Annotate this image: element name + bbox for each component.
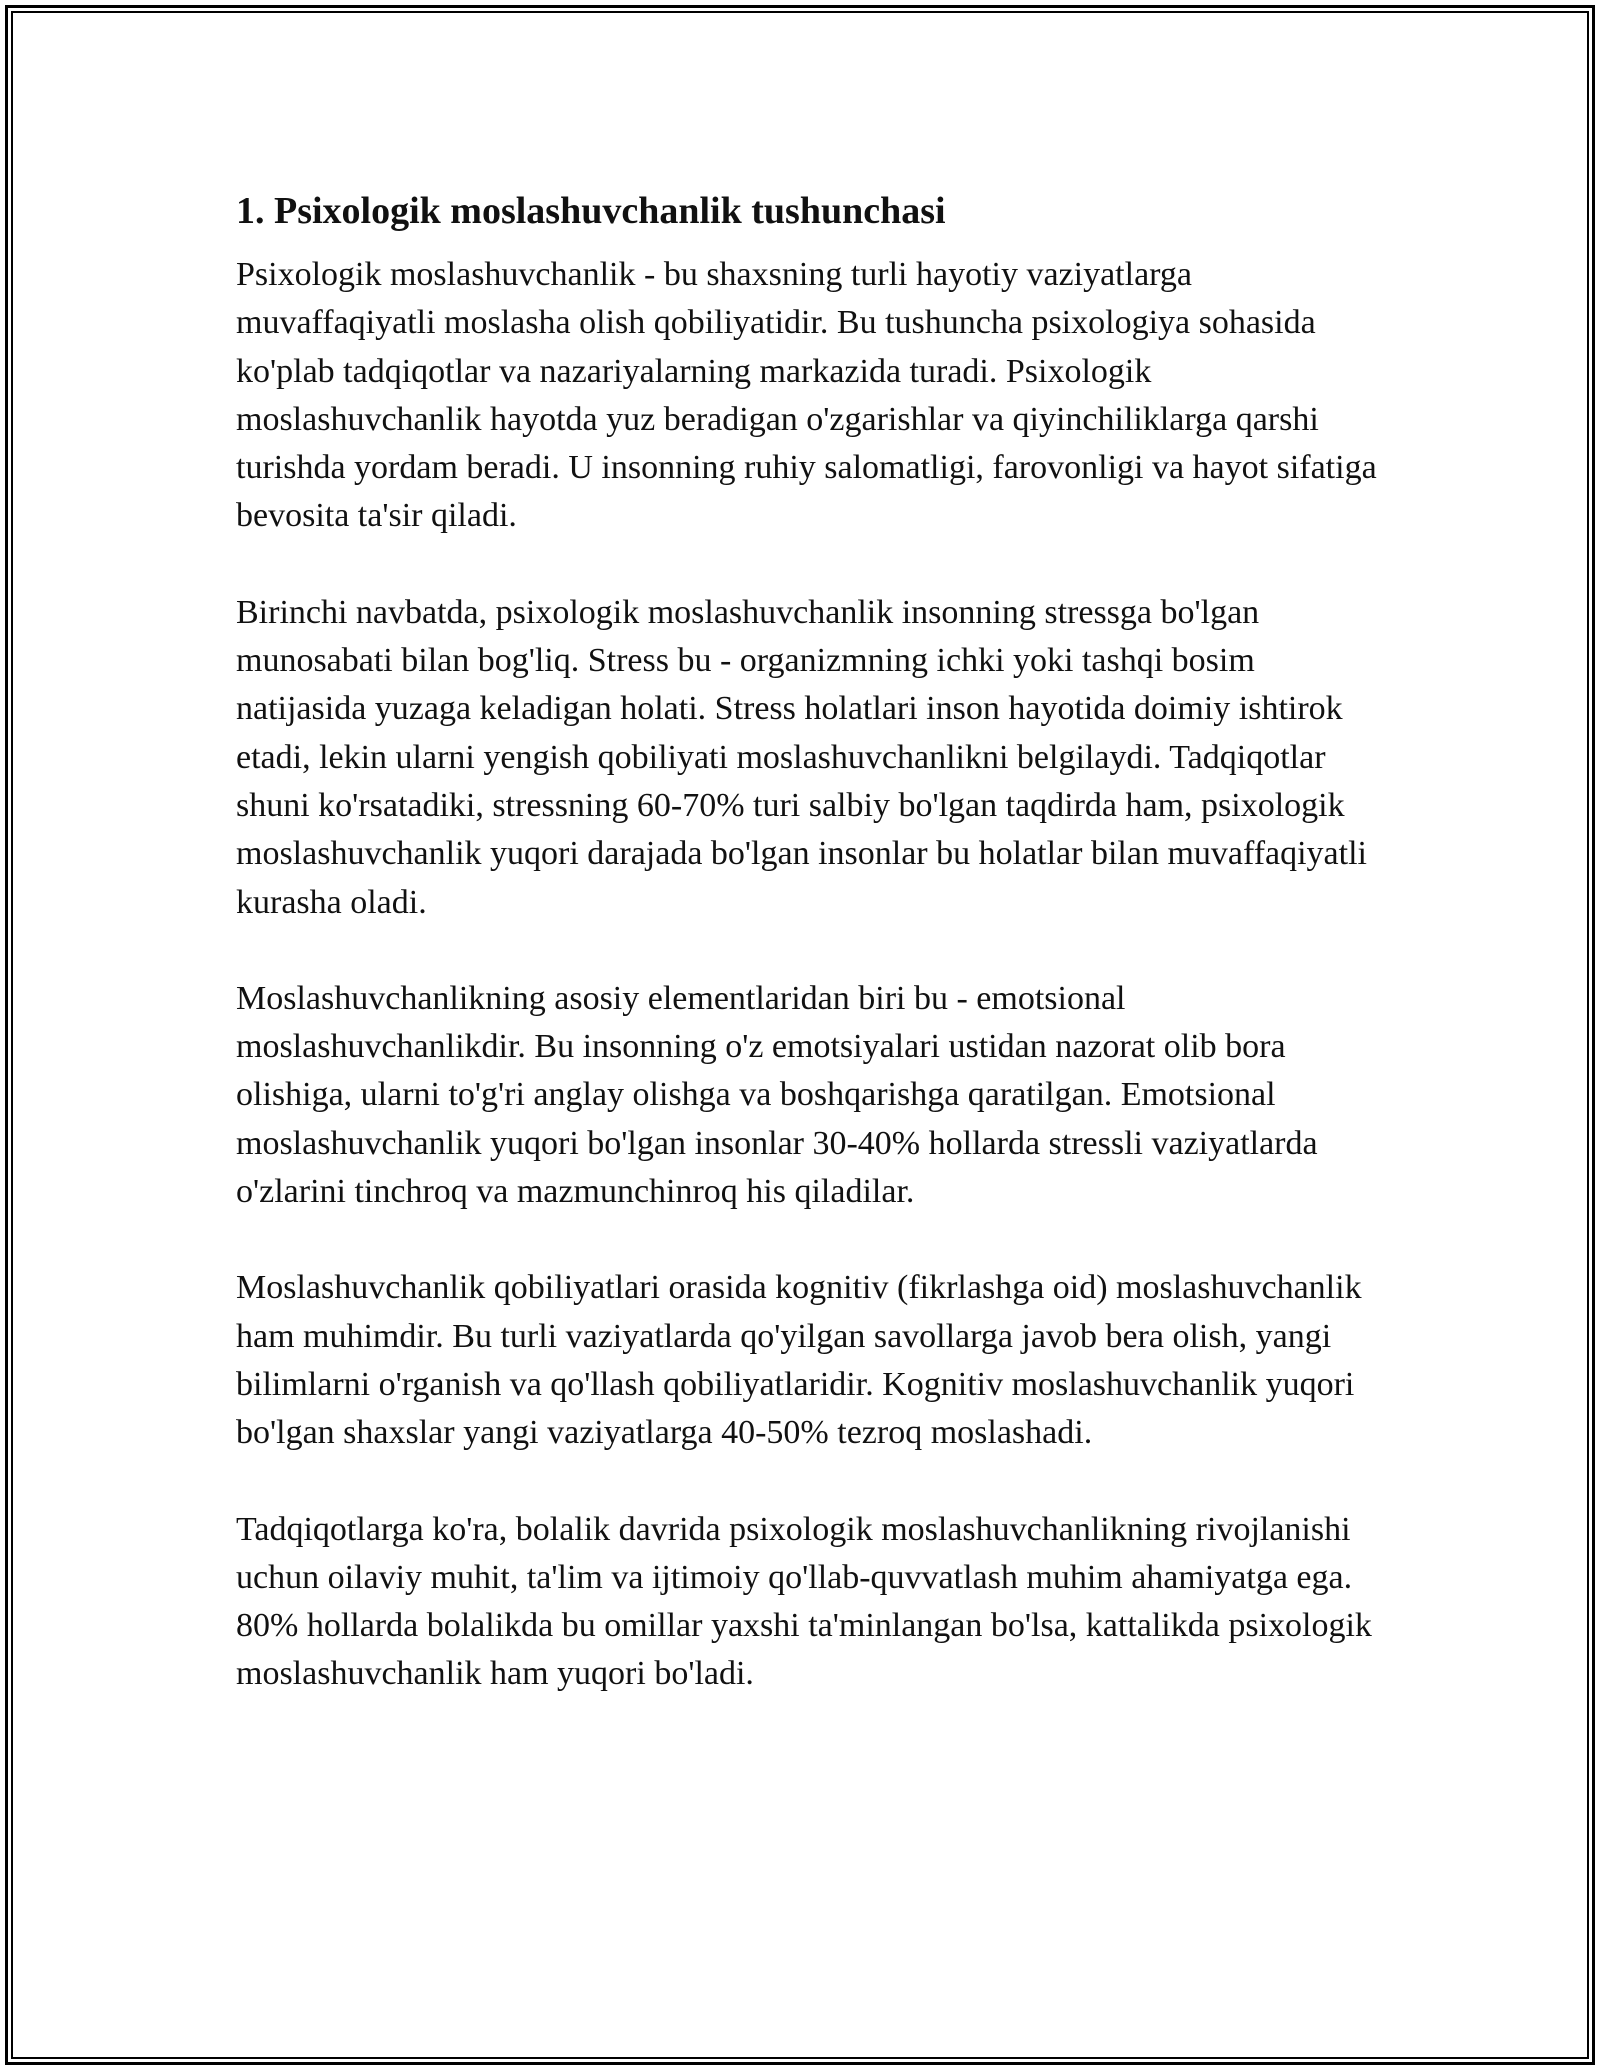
paragraph-2: Birinchi navbatda, psixologik moslashuvchanlik insonning stressga bo'lgan munosabati bilan bog'liq. Stress bu - organizmning ichki yoki tashqi bosim natijasida yuzaga keladigan holati. Stress holatlari inson hayotida doimiy ishtirok etadi, lekin ularni yengish qobiliyati moslashuvchanlikni belgilaydi. Tadqiqotlar shuni ko'rsatadiki, stressning 60-70% turi salbiy bo'lgan taqdirda ham, psixologik moslashuvchanlik yuqori darajada bo'lgan insonlar bu holatlar bilan muvaffaqiyatli kurasha oladi. [236, 593, 1367, 921]
document-body [236, 187, 1386, 1747]
paragraph-5: Tadqiqotlarga ko'ra, bolalik davrida psixologik moslashuvchanlikning rivojlanishi uchun oilaviy muhit, ta'lim va ijtimoiy qo'llab-quvvatlash muhim ahamiyatga ega. 80% hollarda bolalikda bu omillar yaxshi ta'minlangan bo'lsa, kattalikda psixologik moslashuvchanlik ham yuqori bo'ladi. [236, 1510, 1372, 1693]
paragraph-4: Moslashuvchanlik qobiliyatlari orasida kognitiv (fikrlashga oid) moslashuvchanlik ham muhimdir. Bu turli vaziyatlarda qo'yilgan savollarga javob bera olish, yangi bilimlarni o'rganish va qo'llash qobiliyatlaridir. Kognitiv moslashuvchanlik yuqori bo'lgan shaxslar yangi vaziyatlarga 40-50% tezroq moslashadi. [236, 1269, 1362, 1452]
section-heading: 1. Psixologik moslashuvchanlik tushunchasi [236, 190, 946, 232]
paragraph-1: Psixologik moslashuvchanlik - bu shaxsning turli hayotiy vaziyatlarga muvaffaqiyatli moslasha olish qobiliyatidir. Bu tushuncha psixologiya sohasida ko'plab tadqiqotlar va nazariyalarning markazida turadi. Psixologik moslashuvchanlik hayotda yuz beradigan o'zgarishlar va qiyinchiliklarga qarshi turishda yordam beradi. U insonning ruhiy salomatligi, farovonligi va hayot sifatiga bevosita ta'sir qiladi. [236, 256, 1377, 535]
paragraph-3: Moslashuvchanlikning asosiy elementlaridan biri bu - emotsional moslashuvchanlikdir. Bu insonning o'z emotsiyalari ustidan nazorat olib bora olishiga, ularni to'g'ri anglay olishga va boshqarishga qaratilgan. Emotsional moslashuvchanlik yuqori bo'lgan insonlar 30-40% hollarda stressli vaziyatlarda o'zlarini tinchroq va mazmunchinroq his qiladilar. [236, 979, 1318, 1211]
